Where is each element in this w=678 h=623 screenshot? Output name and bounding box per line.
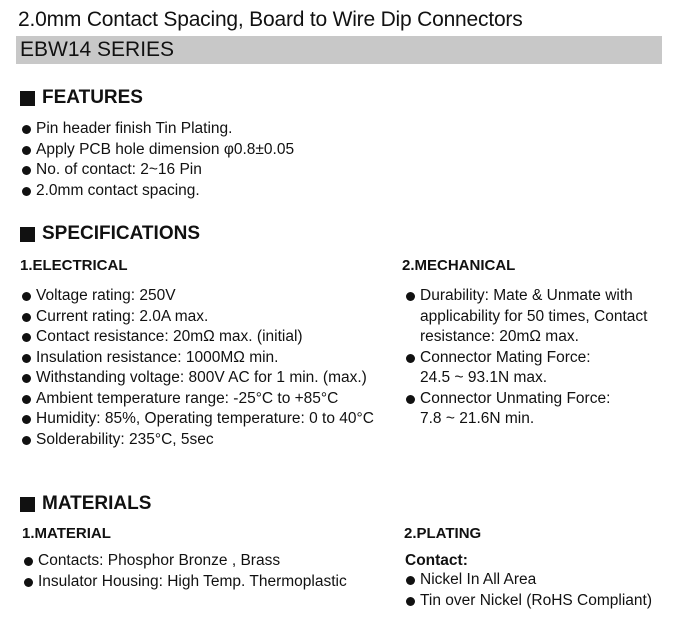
list-item: Voltage rating: 250V bbox=[20, 286, 374, 307]
list-item: Connector Mating Force: 24.5 ~ 93.1N max. bbox=[404, 348, 664, 389]
plating-list bbox=[404, 570, 652, 611]
bullet-icon bbox=[22, 166, 31, 175]
features-list bbox=[20, 119, 294, 201]
features-heading-label: FEATURES bbox=[42, 87, 143, 108]
bullet-icon bbox=[22, 125, 31, 134]
list-item: Connector Unmating Force: 7.8 ~ 21.6N min. bbox=[404, 389, 664, 430]
square-bullet-icon bbox=[20, 91, 35, 106]
specifications-heading bbox=[20, 223, 200, 245]
square-bullet-icon bbox=[20, 497, 35, 512]
bullet-icon bbox=[24, 578, 33, 587]
list-item: Contacts: Phosphor Bronze , Brass bbox=[22, 551, 347, 572]
bullet-icon bbox=[22, 187, 31, 196]
bullet-icon bbox=[22, 374, 31, 383]
list-item: 2.0mm contact spacing. bbox=[20, 181, 294, 202]
list-item: Durability: Mate & Unmate with applicability for 50 times, Contact resistance: 20mΩ max. bbox=[404, 286, 664, 348]
list-item: Current rating: 2.0A max. bbox=[20, 307, 374, 328]
list-item: No. of contact: 2~16 Pin bbox=[20, 160, 294, 181]
materials-heading-label: MATERIALS bbox=[42, 493, 152, 514]
bullet-icon bbox=[22, 415, 31, 424]
list-item: Ambient temperature range: -25°C to +85°C bbox=[20, 389, 374, 410]
list-item: Insulator Housing: High Temp. Thermoplastic bbox=[22, 572, 347, 593]
list-item: Nickel In All Area bbox=[404, 570, 652, 591]
list-item: Humidity: 85%, Operating temperature: 0 to 40°C bbox=[20, 409, 374, 430]
mechanical-heading: 2.MECHANICAL bbox=[402, 257, 516, 274]
list-item: Pin header finish Tin Plating. bbox=[20, 119, 294, 140]
list-item: Withstanding voltage: 800V AC for 1 min. (max.) bbox=[20, 368, 374, 389]
bullet-icon bbox=[22, 395, 31, 404]
bullet-icon bbox=[22, 333, 31, 342]
material-list bbox=[22, 551, 347, 592]
page-title: 2.0mm Contact Spacing, Board to Wire Dip Connectors bbox=[18, 8, 523, 31]
specifications-heading-label: SPECIFICATIONS bbox=[42, 223, 200, 244]
bullet-icon bbox=[22, 313, 31, 322]
list-item: Solderability: 235°C, 5sec bbox=[20, 430, 374, 451]
material-heading: 1.MATERIAL bbox=[22, 525, 111, 542]
list-item: Insulation resistance: 1000MΩ min. bbox=[20, 348, 374, 369]
bullet-icon bbox=[22, 354, 31, 363]
list-item: Apply PCB hole dimension φ0.8±0.05 bbox=[20, 140, 294, 161]
features-heading bbox=[20, 87, 143, 109]
series-name: EBW14 SERIES bbox=[20, 38, 175, 61]
bullet-icon bbox=[22, 436, 31, 445]
plating-contact-label: Contact: bbox=[405, 552, 468, 569]
bullet-icon bbox=[406, 354, 415, 363]
bullet-icon bbox=[22, 292, 31, 301]
mechanical-list bbox=[404, 286, 664, 430]
plating-heading: 2.PLATING bbox=[404, 525, 482, 542]
list-item: Tin over Nickel (RoHS Compliant) bbox=[404, 591, 652, 612]
bullet-icon bbox=[406, 395, 415, 404]
bullet-icon bbox=[406, 576, 415, 585]
list-item: Contact resistance: 20mΩ max. (initial) bbox=[20, 327, 374, 348]
square-bullet-icon bbox=[20, 227, 35, 242]
bullet-icon bbox=[22, 146, 31, 155]
electrical-list bbox=[20, 286, 374, 450]
series-banner bbox=[16, 36, 662, 64]
electrical-heading: 1.ELECTRICAL bbox=[20, 257, 128, 274]
materials-heading bbox=[20, 493, 151, 515]
bullet-icon bbox=[24, 557, 33, 566]
bullet-icon bbox=[406, 597, 415, 606]
bullet-icon bbox=[406, 292, 415, 301]
